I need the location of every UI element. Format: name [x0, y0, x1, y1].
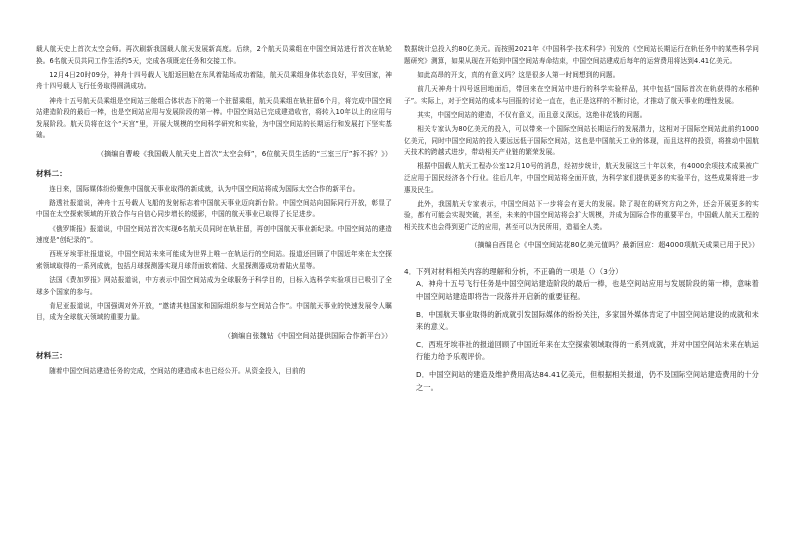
paragraph: 根据中国载人航天工程办公室12月10号的消息，经初步统计，航天发展这三十年以来，有4000余项技术成果被广泛应用于国民经济各个行业。往后几年，中国空间站将全面开放，为科学家们提供更多的实验平台，这些成果将进一步惠及民生。	[404, 162, 759, 194]
paragraph: 《俄罗斯报》报道说，中国空间站首次实现6名航天员同时在轨驻留，再创中国航天事业新纪录。中国空间站的建造速度是“创纪录的”。	[36, 224, 392, 245]
answer-option-c: C．西班牙埃菲社的报道回顾了中国近年来在太空探索领域取得的一系列成就，并对中国空间站未来在轨运行能力给予乐观评价。	[416, 339, 759, 362]
paragraph: 如此高昂的开支，真的有意义吗？这是很多人第一时间想到的问题。	[417, 70, 620, 79]
paragraph: 神舟十五号航天员乘组是空间站三舱组合体状态下的第一个驻留乘组，航天员乘组在轨驻留6个月，将完成中国空间站建造阶段的最后一棒，也是空间站应用与发展阶段的第一棒。中国空间站已完成建造收官，将转入10年以上的应用与发展阶段。航天员将在这个“天宫”里，开展大规模的空间科学研究和实验，为中国空间站的长期运行和发展打下坚实基础。	[36, 96, 392, 140]
question-stem: 4．下列对材料相关内容的理解和分析，不正确的一项是（）（3分）	[404, 267, 623, 277]
paragraph: 肯尼亚报道说，中国强调对外开放，“邀请其他国家和国际组织参与空间站合作”。中国航天事业的快速发展令人瞩目，成为全球航天领域的重要力量。	[36, 301, 392, 322]
paragraph: 此外，我国航天专家表示，中国空间站下一步将会有更大的发展。除了现在的研究方向之外，还会开展更多的实验，都有可能会实现突破，甚至，未来的中国空间站将会扩大规模，并成为国际合作的重要平台，中国载人航天工程的相关技术也会得到更广泛的应用，甚至可以为民所用，造福全人类。	[404, 199, 759, 231]
paragraph: 12月4日20时09分，神舟十四号载人飞船返回舱在东风着陆场成功着陆，航天员乘组身体状态良好，平安回家，神舟十四号载人飞行任务取得圆满成功。	[36, 70, 392, 91]
paragraph: 法国《费加罗报》网站报道说，中方表示中国空间站成为全球服务于科学目的，目标入选科学实验项目已吸引了全球多个国家的参与。	[36, 276, 392, 296]
material-heading: 材料二：	[36, 168, 67, 178]
left-column	[36, 44, 392, 380]
paragraph: 数据统计总投入约80亿美元。而按照2021年《中国科学·技术科学》刊发的《空间站长期运行在轨任务中的某些科学问题研究》测算，如果从现在开始到中国空间站寿命结束，中国空间站建成后每年的运营费用将达到4.41亿美元。	[404, 45, 759, 65]
right-column	[404, 44, 759, 399]
paragraph: 随着中国空间站建造任务的完成，空间站的建造成本也已经公开。从资金投入，目前的	[49, 366, 306, 375]
answer-option-b: B．中国航天事业取得的新成就引发国际媒体的纷纷关注，多家国外媒体肯定了中国空间站建设的成就和未来的意义。	[416, 309, 759, 332]
paragraph: 载人航天史上首次太空会师。再次刷新我国载人航天发展新高度。后续，2个航天员乘组在中国空间站进行首次在轨轮换。6名航天员共同工作生活约5天，完成各项既定任务和交接工作。	[36, 45, 392, 65]
source-citation: （摘编自曹峻《我国载人航天史上首次“太空会师”，6位航天员生活的“三室三厅”拆不拆？》）	[96, 149, 392, 158]
paragraph: 相关专家认为80亿美元的投入，可以带来一个国际空间站长期运行的发展潜力，这相对于国际空间站此前约1000亿美元，同时中国空间站的投入要远远低于国际空间站，这也是中国航天工业的体现，而且这样的投资，将推动中国航天技术的跨越式进步，带动相关产业链的繁荣发展。	[404, 124, 759, 157]
answer-option-a: A．神舟十五号飞行任务是中国空间站建造阶段的最后一棒，也是空间站应用与发展阶段的第一棒，意味着中国空间站建造即将告一段落并开启新的重要征程。	[416, 279, 759, 302]
source-citation: （摘编自张魏钻《中国空间站提供国际合作新平台》）	[223, 332, 392, 341]
paragraph: 前几天神舟十四号返回地面后，带回来在空间站中进行的科学实验样品，其中包括“国际首次在轨获得的水稻种子”。实际上，对于空间站的成本与回报的讨论一直在，也正是这样的不断讨论，才推动了航天事业的理性发展。	[404, 84, 759, 105]
paragraph: 西班牙埃菲社报道说，中国空间站未来可能成为世界上唯一在轨运行的空间站。报道还回顾了中国近年来在太空探索领域取得的一系列成就，包括月球探测器实现月球背面软着陆、火星探测器成功着陆火星等。	[36, 250, 392, 270]
answer-option-d: D．中国空间站的建造及维护费用高达84.41亿美元，但根据相关报道，仍不及国际空间站建造费用的十分之一。	[416, 370, 759, 392]
material-heading: 材料三：	[36, 351, 67, 361]
paragraph: 连日来，国际媒体纷纷聚焦中国航天事业取得的新成就，认为中国空间站将成为国际太空合作的新平台。	[49, 184, 360, 193]
source-citation: （摘编自西昆仑《中国空间站花80亿美元值吗？最新回应：超4000项航天成果已用于民》）	[470, 241, 759, 250]
paragraph: 其实，中国空间站的建造，不仅有意义，而且意义深远，这绝非花钱的问题。	[417, 110, 647, 119]
paragraph: 路透社报道说，神舟十五号载人飞船的发射标志着中国航天事业迈向新台阶。中国空间站向国际同行开放，彰显了中国在太空探索领域的开放合作与自信心同步增长的缓影，中国的航天事业已取得了长足进步。	[36, 198, 392, 219]
